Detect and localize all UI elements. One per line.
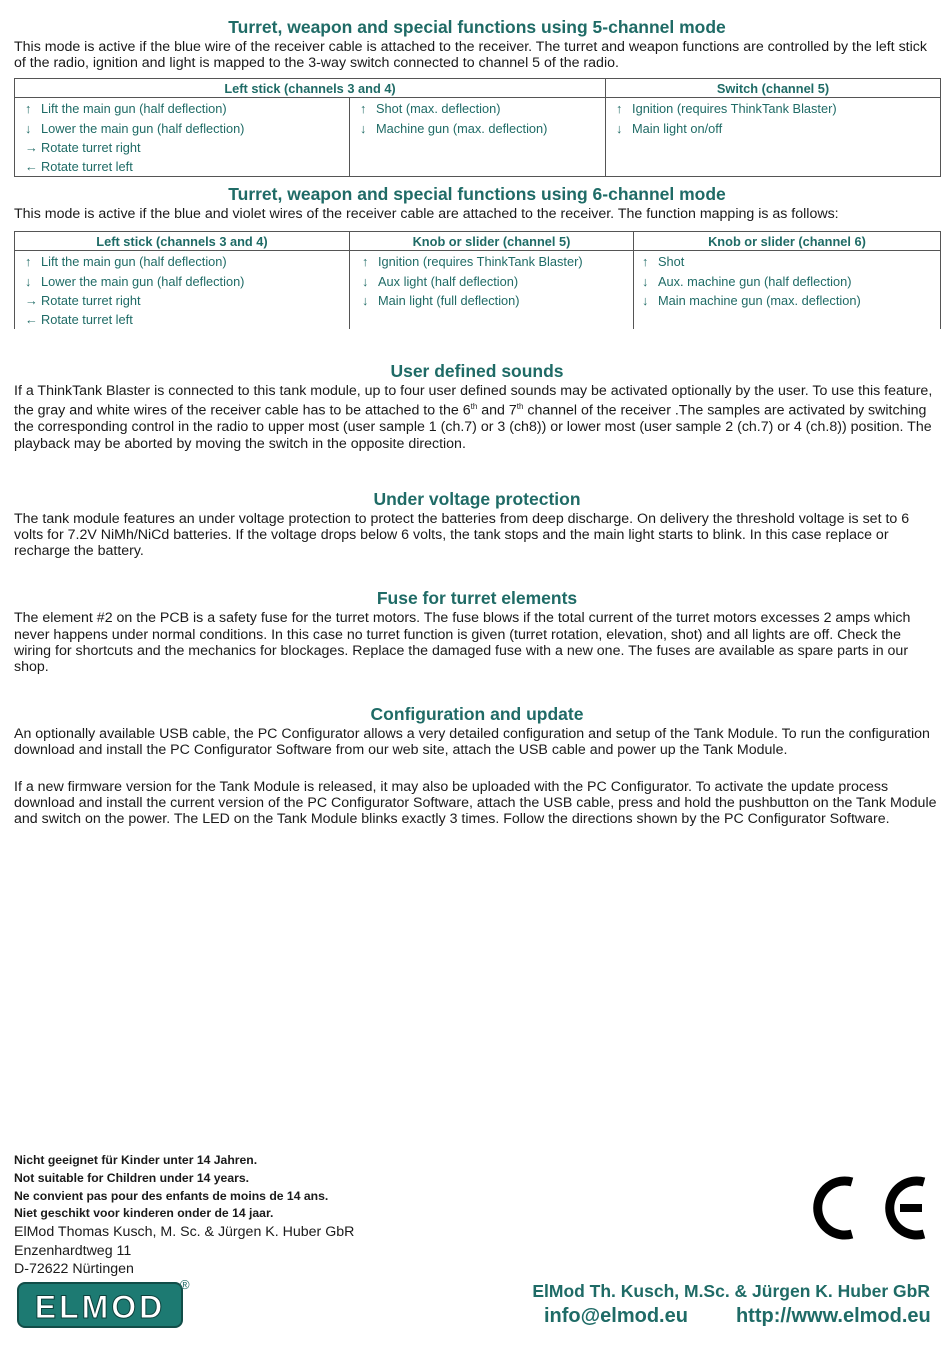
age-warning-en: Not suitable for Children under 14 years.: [14, 1170, 250, 1185]
arrow-right-icon: →: [25, 292, 38, 308]
mapping-label: Ignition (requires ThinkTank Blaster): [378, 254, 583, 270]
arrow-down-icon: ↓: [360, 120, 367, 136]
mapping-label: Aux light (half deflection): [378, 273, 519, 289]
mapping-row: [362, 252, 627, 271]
website-link[interactable]: http://www.elmod.eu: [735, 1305, 931, 1327]
section-text-fuse: The element #2 on the PCB is a safety fuse for the turret motors. The fuse blows if the total current of the turret motors excesses 2 amps which never happens under normal conditions. In this case no turret function is given (turret rotation, elevation, shot) and all lights are off. Check the wiring for shortcuts and the mechanics for blockages. Replace the damaged fuse with a new one. The fuses are available as spare parts in our shop.: [14, 610, 911, 675]
mapping-label: Rotate turret right: [41, 139, 141, 155]
arrow-up-icon: ↑: [25, 254, 32, 270]
section-title-fuse: Fuse for turret elements: [376, 588, 578, 609]
section-text-6-channel: This mode is active if the blue and violet wires of the receiver cable are attached to the receiver. The function mapping is as follows:: [14, 206, 839, 223]
address-street: Enzenhardtweg 11: [14, 1242, 132, 1259]
mapping-row: [362, 272, 627, 291]
mapping-row: [360, 99, 599, 118]
mapping-row: [25, 310, 343, 329]
age-warning-fr: Ne convient pas pour des enfants de moins de 14 ans.: [14, 1188, 329, 1203]
section-title-6-channel: Turret, weapon and special functions using 6-channel mode: [228, 184, 726, 205]
section-text-5-channel: This mode is active if the blue wire of the receiver cable is attached to the receiver. The turret and weapon functions are controlled by the left stick of the radio, ignition and light is mapped to the 3-way switch connected to channel 5 of the radio.: [14, 39, 927, 72]
mapping-row: [25, 157, 343, 176]
mapping-row: [642, 252, 934, 271]
arrow-down-icon: ↓: [362, 292, 369, 308]
mapping-table-6-channel: [14, 231, 941, 329]
table-cell: [634, 251, 941, 329]
arrow-up-icon: ↑: [362, 254, 369, 270]
mapping-label: Machine gun (max. deflection): [376, 120, 548, 136]
address-city: D-72622 Nürtingen: [14, 1261, 134, 1278]
registered-mark: ®: [180, 1277, 190, 1292]
table-cell: [606, 98, 941, 177]
section-title-configuration: Configuration and update: [370, 704, 584, 725]
table-header-channel-6: Knob or slider (channel 6): [634, 232, 941, 251]
mapping-label: Rotate turret right: [41, 292, 141, 308]
section-title-5-channel: Turret, weapon and special functions using 5-channel mode: [228, 17, 726, 37]
table-cell: [350, 251, 634, 329]
mapping-label: Lower the main gun (half deflection): [41, 120, 245, 136]
arrow-down-icon: ↓: [616, 120, 623, 136]
firm-name: ElMod Th. Kusch, M.Sc. & Jürgen K. Huber GbR: [532, 1281, 930, 1301]
ce-mark-icon: [808, 1172, 934, 1244]
table-header-switch: Switch (channel 5): [606, 79, 941, 98]
table-cell: [15, 251, 350, 329]
table-header-left-stick: Left stick (channels 3 and 4): [15, 79, 606, 98]
arrow-up-icon: ↑: [616, 101, 623, 117]
arrow-down-icon: ↓: [25, 120, 32, 136]
address-company: ElMod Thomas Kusch, M. Sc. & Jürgen K. Huber GbR: [14, 1224, 355, 1241]
mapping-table-5-channel: [14, 78, 941, 177]
arrow-left-icon: ←: [25, 312, 38, 328]
mapping-row: [25, 291, 343, 310]
mapping-label: Aux. machine gun (half deflection): [658, 273, 852, 289]
elmod-logo: [17, 1282, 183, 1328]
mapping-label: Main light on/off: [632, 120, 723, 136]
arrow-left-icon: ←: [25, 159, 38, 175]
mapping-row: [360, 119, 599, 138]
arrow-up-icon: ↑: [642, 254, 649, 270]
section-text-user-sounds: If a ThinkTank Blaster is connected to this tank module, up to four user defined sounds may be activated optionally by the user. To use this feature, the gray and white wires of the receiver cable has to be attached to the 6th and 7th channel of the receiver .The samples are activated by switching the corresponding control in the radio to upper most (user sample 1 (ch.7) or 3 (ch8)) or lower most (user sample 2 (ch.7) or 4 (ch.8)) position. The playback may be aborted by moving the switch in the opposite direction.: [14, 383, 933, 452]
section-text-configuration-1: An optionally available USB cable, the PC Configurator allows a very detailed configuration and setup of the Tank Module. To run the configuration download and install the PC Configurator Software from our web site, attach the USB cable and power up the Tank Module.: [14, 726, 930, 759]
table-cell: [15, 98, 350, 177]
mapping-row: [642, 272, 934, 291]
mapping-label: Ignition (requires ThinkTank Blaster): [632, 101, 837, 117]
mapping-label: Lift the main gun (half deflection): [41, 254, 227, 270]
table-cell: [350, 98, 606, 177]
mapping-row: [642, 291, 934, 310]
section-title-under-voltage: Under voltage protection: [373, 488, 581, 509]
mapping-label: Lower the main gun (half deflection): [41, 273, 245, 289]
mapping-row: [362, 291, 627, 310]
age-warning-de: Nicht geeignet für Kinder unter 14 Jahren.: [14, 1153, 258, 1167]
arrow-down-icon: ↓: [642, 273, 649, 289]
section-text-under-voltage: The tank module features an under voltage protection to protect the batteries from deep discharge. On delivery the threshold voltage is set to 6 volts for 7.2V NiMh/NiCd batteries. If the voltage drops below 6 volts, the tank stops and the main light starts to blink. In this case replace or recharge the battery.: [14, 510, 910, 560]
arrow-down-icon: ↓: [642, 292, 649, 308]
mapping-row: [25, 119, 343, 138]
mapping-row: [25, 138, 343, 157]
mapping-label: Rotate turret left: [41, 312, 133, 328]
mapping-label: Lift the main gun (half deflection): [41, 101, 227, 117]
table-header-channel-5: Knob or slider (channel 5): [350, 232, 634, 251]
table-header-left-stick: Left stick (channels 3 and 4): [15, 232, 350, 251]
mapping-row: [25, 252, 343, 271]
logo-text: ELMOD: [34, 1289, 166, 1325]
footer-address-block: [14, 1152, 354, 1279]
mapping-row: [616, 119, 934, 138]
mapping-label: Rotate turret left: [41, 159, 133, 175]
mapping-row: [25, 272, 343, 291]
age-warning-nl: Niet geschikt voor kinderen onder de 14 jaar.: [14, 1206, 274, 1221]
arrow-down-icon: ↓: [362, 273, 369, 289]
mapping-label: Shot: [658, 254, 685, 270]
arrow-right-icon: →: [25, 139, 38, 155]
contact-line: [544, 1305, 931, 1328]
mapping-label: Main machine gun (max. deflection): [658, 292, 861, 308]
arrow-up-icon: ↑: [25, 101, 32, 117]
arrow-up-icon: ↑: [360, 101, 367, 117]
section-title-user-sounds: User defined sounds: [390, 361, 564, 382]
mapping-row: [25, 99, 343, 118]
mapping-row: [616, 99, 934, 118]
email-link[interactable]: info@elmod.eu: [544, 1305, 688, 1327]
arrow-down-icon: ↓: [25, 273, 32, 289]
mapping-label: Main light (full deflection): [378, 292, 520, 308]
document-page: [14, 14, 940, 827]
mapping-label: Shot (max. deflection): [376, 101, 501, 117]
section-text-configuration-2: If a new firmware version for the Tank Module is released, it may also be uploaded with the PC Configurator. To activate the update process download and install the current version of the PC Configurator Software, attach the USB cable, press and hold the pushbutton on the Tank Module and switch on the power. The LED on the Tank Module blinks exactly 3 times. Follow the directions shown by the PC Configurator Software.: [14, 778, 937, 828]
